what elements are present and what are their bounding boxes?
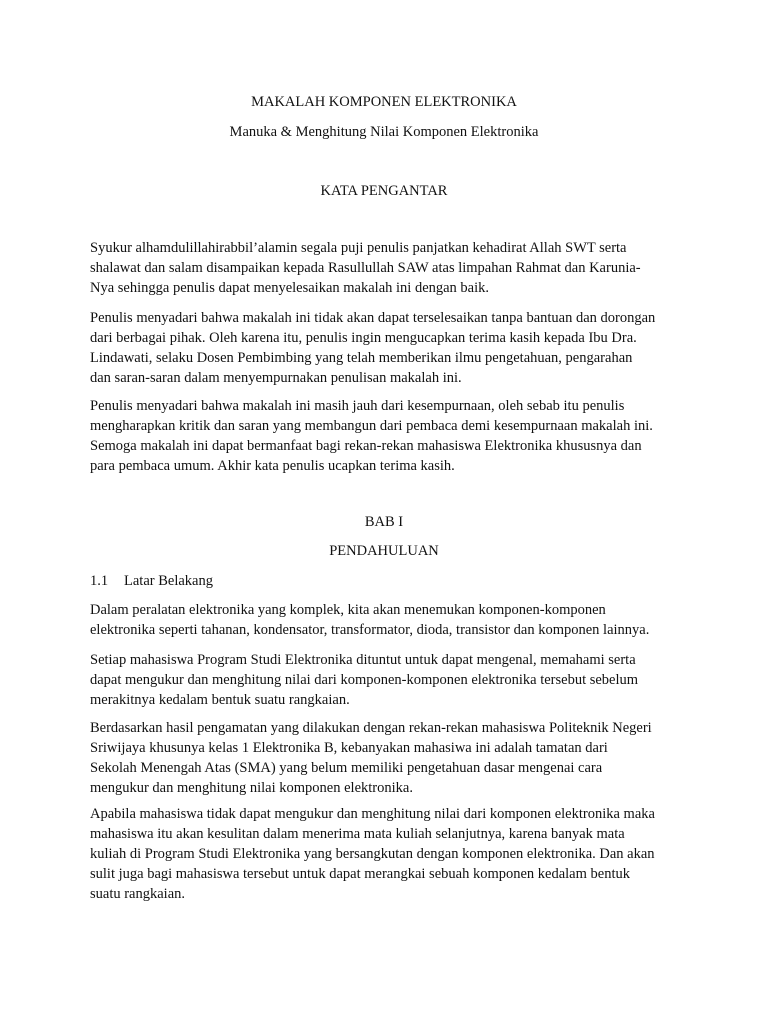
body-paragraph [90, 650, 690, 710]
section-heading [90, 571, 213, 591]
text-line: Sekolah Menengah Atas (SMA) yang belum memiliki pengetahuan dasar mengenai cara [90, 760, 603, 776]
text-line: merakitnya kedalam bentuk suatu rangkaian. [90, 692, 350, 708]
text-line: dari berbagai pihak. Oleh karena itu, penulis ingin mengucapkan terima kasih kepada Ibu Dra. [90, 330, 637, 346]
document-title: MAKALAH KOMPONEN ELEKTRONIKA [251, 94, 517, 110]
body-paragraph [90, 600, 690, 640]
text-line: dan saran-saran dalam menyempurnakan penulisan makalah ini. [90, 370, 462, 386]
text-line: Semoga makalah ini dapat bermanfaat bagi rekan-rekan mahasiswa Elektronika khususnya dan [90, 438, 642, 454]
chapter-label: BAB I [364, 514, 404, 530]
text-line: dapat mengukur dan menghitung nilai dari komponen-komponen elektronika tersebut sebelum [90, 672, 639, 688]
text-line: mengukur dan menghitung nilai komponen elektronika. [90, 780, 413, 796]
section-title: Latar Belakang [124, 573, 213, 589]
text-line: Lindawati, selaku Dosen Pembimbing yang telah memberikan ilmu pengetahuan, pengarahan [90, 350, 633, 366]
text-line: Nya sehingga penulis dapat menyelesaikan makalah ini dengan baik. [90, 280, 490, 296]
preface-paragraph [90, 396, 690, 476]
text-line: shalawat dan salam disampaikan kepada Rasullullah SAW atas limpahan Rahmat dan Karunia- [90, 260, 641, 276]
text-line: mahasiswa itu akan kesulitan dalam menerima mata kuliah selanjutnya, karena banyak mata [90, 826, 625, 842]
text-line: sulit juga bagi mahasiswa tersebut untuk dapat merangkai sebuah komponen kedalam bentuk [90, 866, 630, 882]
preface-paragraph [90, 308, 690, 388]
text-line: Penulis menyadari bahwa makalah ini tidak akan dapat terselesaikan tanpa bantuan dan dorongan [90, 310, 656, 326]
section-number: 1.1 [90, 573, 109, 589]
text-line: Penulis menyadari bahwa makalah ini masih jauh dari kesempurnaan, oleh sebab itu penulis [90, 398, 625, 414]
text-line: Berdasarkan hasil pengamatan yang dilakukan dengan rekan-rekan mahasiswa Politeknik Negeri [90, 720, 652, 736]
text-line: mengharapkan kritik dan saran yang membangun dari pembaca demi kesempurnaan makalah ini. [90, 418, 653, 434]
text-line: para pembaca umum. Akhir kata penulis ucapkan terima kasih. [90, 458, 455, 474]
body-paragraph [90, 718, 690, 798]
preface-paragraph [90, 238, 690, 298]
chapter-title: PENDAHULUAN [329, 543, 439, 559]
text-line: suatu rangkaian. [90, 886, 186, 902]
text-line: Dalam peralatan elektronika yang komplek, kita akan menemukan komponen-komponen [90, 602, 606, 618]
text-line: elektronika seperti tahanan, kondensator, transformator, dioda, transistor dan komponen lainnya. [90, 622, 650, 638]
text-line: Apabila mahasiswa tidak dapat mengukur dan menghitung nilai dari komponen elektronika maka [90, 806, 655, 822]
text-line: Syukur alhamdulillahirabbil’alamin segala puji penulis panjatkan kehadirat Allah SWT serta [90, 240, 627, 256]
preface-heading: KATA PENGANTAR [320, 183, 448, 199]
body-paragraph [90, 804, 690, 904]
text-line: Setiap mahasiswa Program Studi Elektronika dituntut untuk dapat mengenal, memahami serta [90, 652, 636, 668]
text-line: Sriwijaya khusunya kelas 1 Elektronika B, kebanyakan mahasiwa ini adalah tamatan dari [90, 740, 608, 756]
document-subtitle: Manuka & Menghitung Nilai Komponen Elektronika [229, 124, 539, 140]
text-line: kuliah di Program Studi Elektronika yang bersangkutan dengan komponen elektronika. Dan akan [90, 846, 655, 862]
